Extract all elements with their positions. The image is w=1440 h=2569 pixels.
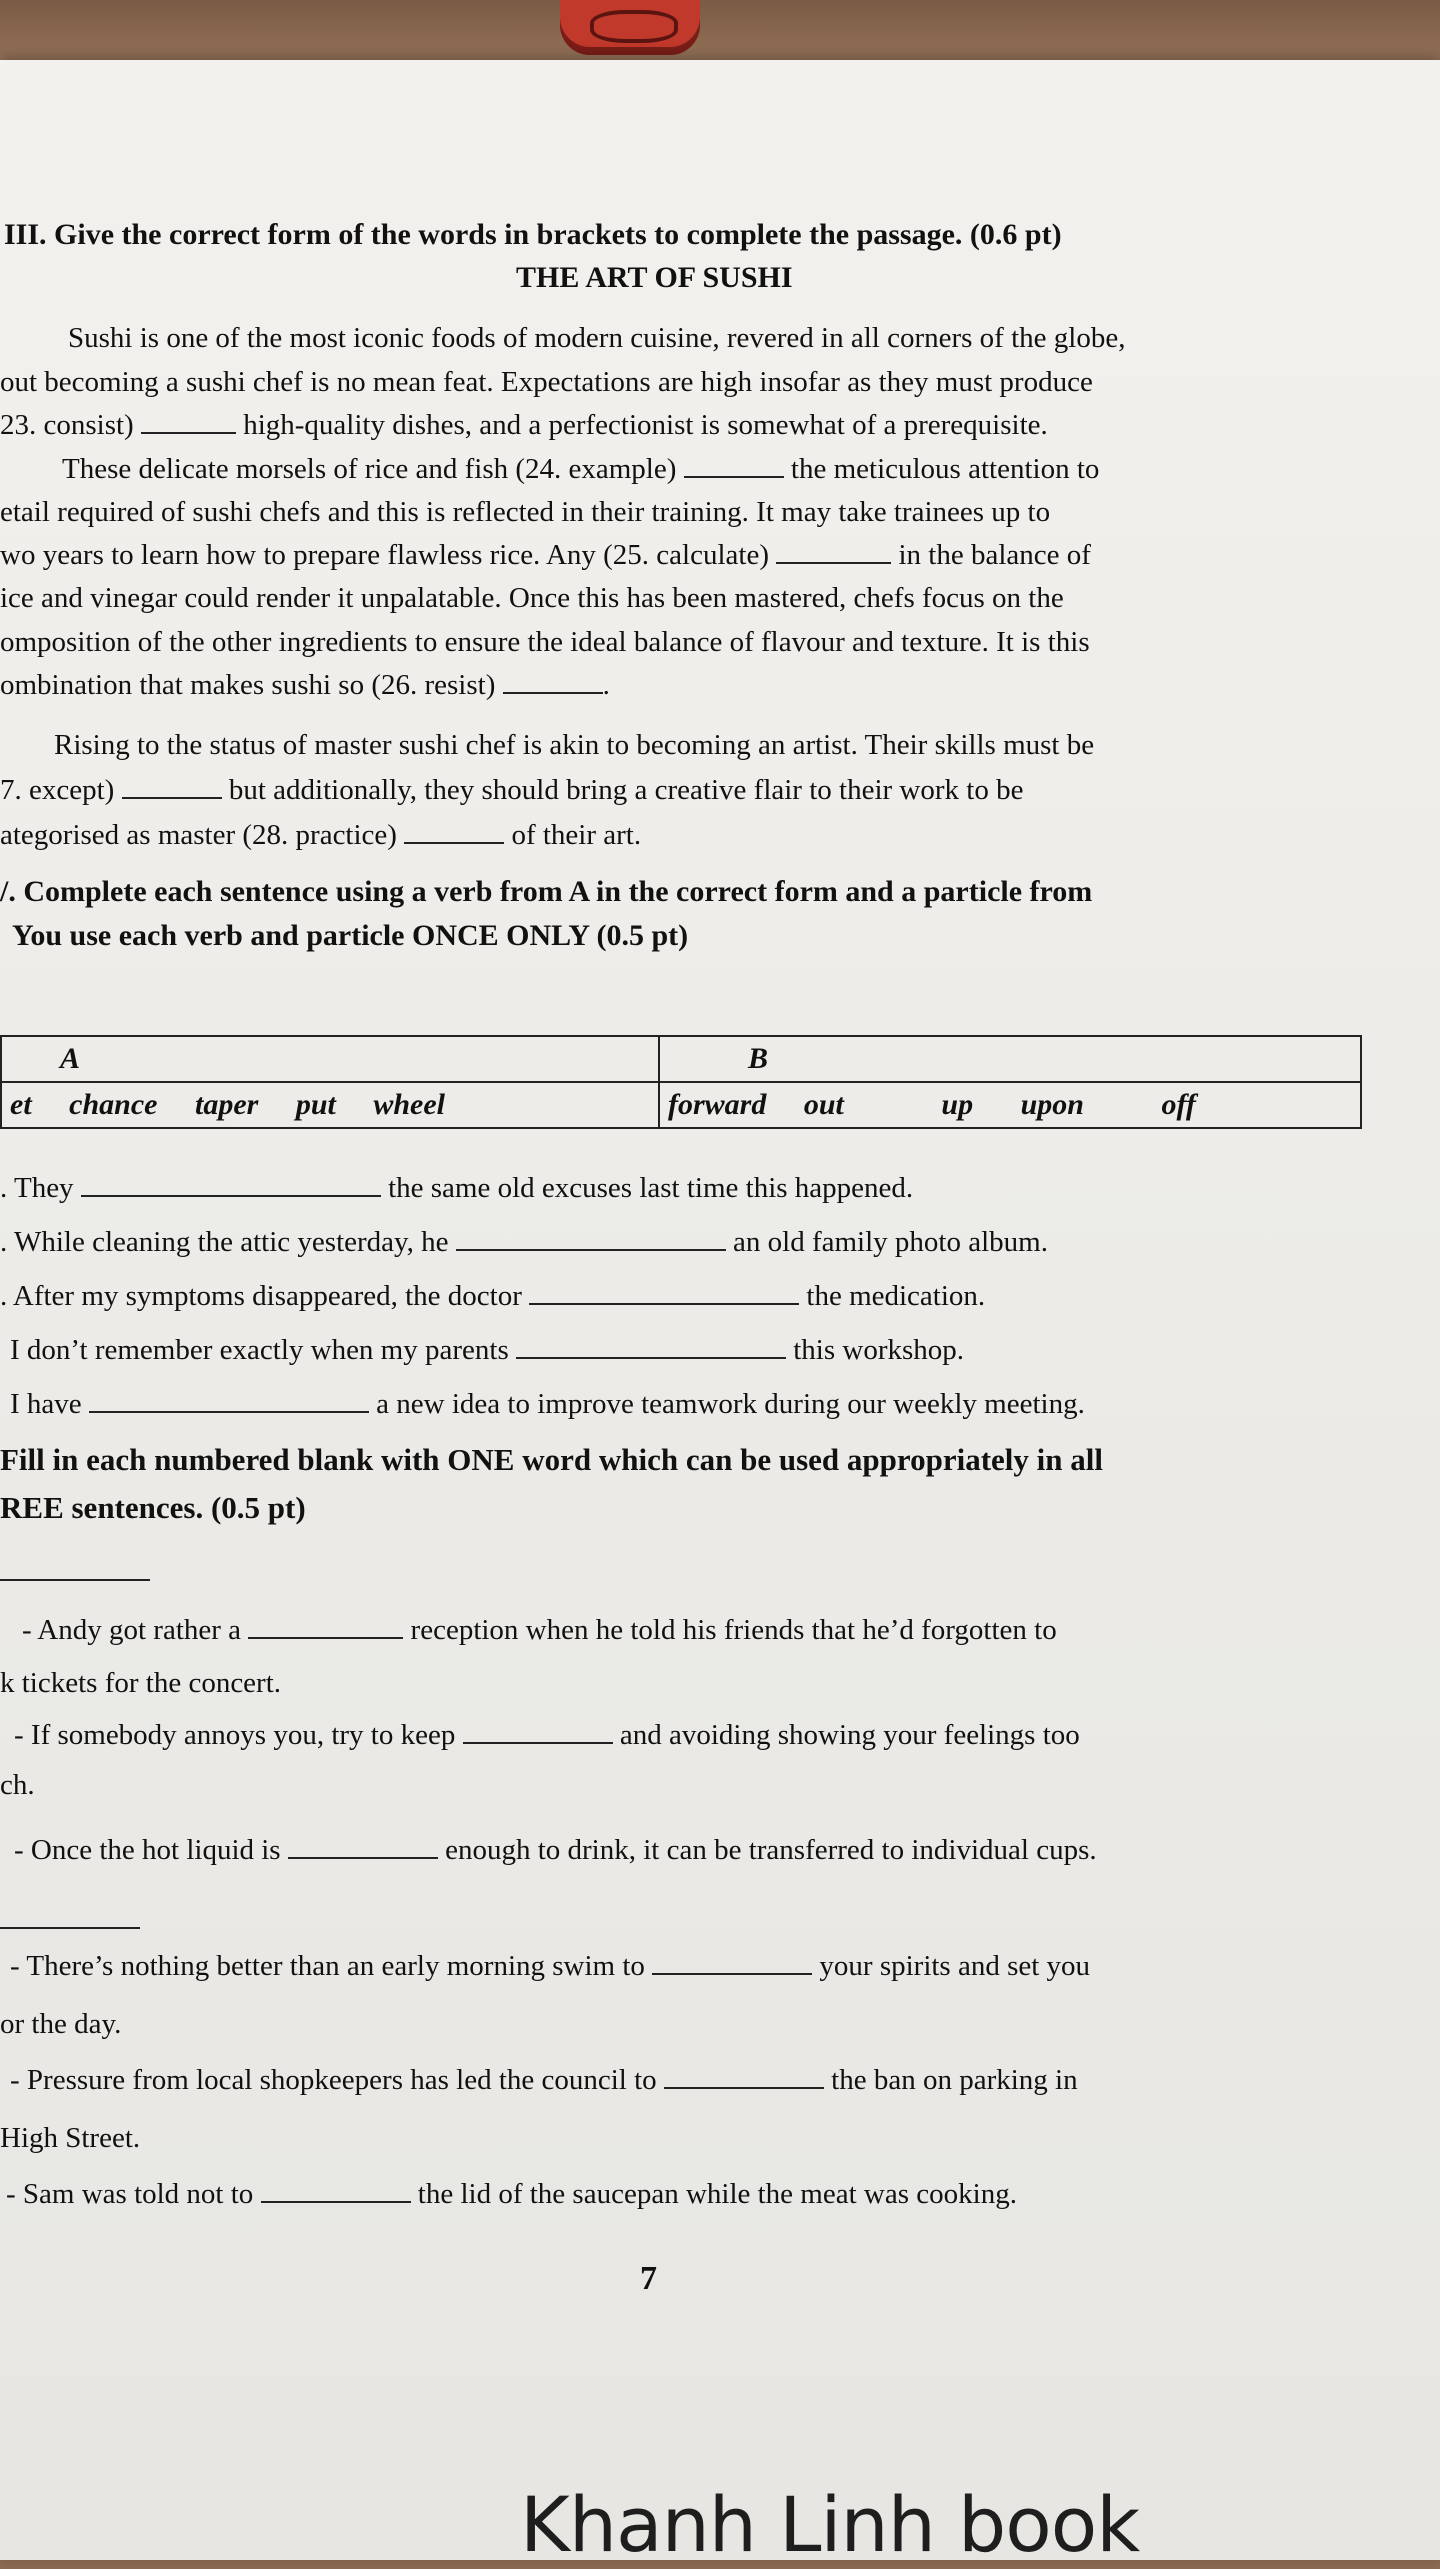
item-1-sentence-c: - Once the hot liquid is enough to drink, it can be transferred to individual cups. <box>14 1830 1097 1870</box>
worksheet-page <box>0 60 1440 2569</box>
sentence-2: . While cleaning the attic yesterday, he an old family photo album. <box>0 1222 1048 1262</box>
verb-list <box>1 1082 659 1128</box>
section-4-heading: /. Complete each sentence using a verb from A in the correct form and a particle from <box>0 875 1093 908</box>
question-25-label: wo years to learn how to prepare flawless rice. Any (25. calculate) <box>0 539 769 571</box>
item-1-sentence-a-cont: k tickets for the concert. <box>0 1667 282 1699</box>
answer-blank[interactable] <box>89 1385 369 1413</box>
item-answer-line <box>0 1552 150 1592</box>
verb-item: taper <box>194 1088 259 1121</box>
section-3-heading: III. Give the correct form of the words in brackets to complete the passage. (0.6 pt) <box>4 218 1062 251</box>
item-2-sentence-a-cont: or the day. <box>0 2008 122 2040</box>
answer-blank[interactable] <box>288 1831 438 1859</box>
section-4-subheading: You use each verb and particle ONCE ONLY (0.5 pt) <box>12 919 689 952</box>
answer-blank[interactable] <box>516 1331 786 1359</box>
question-23-label: 23. consist) <box>0 409 134 441</box>
answer-blank-item-2[interactable] <box>0 1901 140 1929</box>
sentence-1: . They the same old excuses last time this happened. <box>0 1168 913 1208</box>
passage-line: etail required of sushi chefs and this is reflected in their training. It may take trainees up to <box>0 496 1051 528</box>
section-5-heading: Fill in each numbered blank with ONE word which can be used appropriately in all <box>0 1442 1103 1477</box>
answer-blank-23[interactable] <box>141 406 236 434</box>
passage-line: ice and vinegar could render it unpalatable. Once this has been mastered, chefs focus on the <box>0 582 1064 614</box>
passage-line-q23 <box>0 405 1048 445</box>
publisher-logo: Khanh Linh book <box>520 2480 1140 2569</box>
passage-text: in the balance of <box>898 539 1091 571</box>
passage-line-q26: ombination that makes sushi so (26. resist) . <box>0 665 610 705</box>
passage-title: THE ART OF SUSHI <box>516 261 793 294</box>
answer-blank[interactable] <box>463 1716 613 1744</box>
verb-item: et <box>10 1088 32 1121</box>
sentence-3: . After my symptoms disappeared, the doctor the medication. <box>0 1276 985 1316</box>
particle-item: up <box>941 1088 974 1121</box>
particle-item: forward <box>668 1088 767 1121</box>
passage-text: the meticulous attention to <box>790 453 1100 485</box>
item-2-sentence-a: - There’s nothing better than an early morning swim to your spirits and set you <box>10 1946 1090 1986</box>
passage-text: high-quality dishes, and a perfectionist is somewhat of a prerequisite. <box>243 409 1048 441</box>
particle-item: upon <box>1020 1088 1084 1121</box>
passage-line: Sushi is one of the most iconic foods of modern cuisine, revered in all corners of the globe, <box>68 322 1126 354</box>
item-2-sentence-c: - Sam was told not to the lid of the saucepan while the meat was cooking. <box>6 2174 1017 2214</box>
answer-blank[interactable] <box>529 1277 799 1305</box>
answer-blank-28[interactable] <box>404 816 504 844</box>
page-number: 7 <box>640 2260 657 2297</box>
passage-line: omposition of the other ingredients to ensure the ideal balance of flavour and texture. It is this <box>0 626 1090 658</box>
answer-blank-item-1[interactable] <box>0 1553 150 1581</box>
sentence-4: I don’t remember exactly when my parents this workshop. <box>10 1330 964 1370</box>
sentence-5: I have a new idea to improve teamwork during our weekly meeting. <box>10 1384 1085 1424</box>
question-27-label: 7. except) <box>0 774 115 806</box>
answer-blank[interactable] <box>248 1611 403 1639</box>
question-26-label: ombination that makes sushi so (26. resist) <box>0 669 496 701</box>
answer-blank-25[interactable] <box>776 536 891 564</box>
passage-line-q24 <box>62 449 1099 489</box>
passage-line-q25 <box>0 535 1091 575</box>
passage-line: out becoming a sushi chef is no mean feat. Expectations are high insofar as they must produce <box>0 366 1093 398</box>
item-2-sentence-b: - Pressure from local shopkeepers has led the council to the ban on parking in <box>10 2060 1078 2100</box>
verb-item: put <box>295 1088 336 1121</box>
passage-text: of their art. <box>511 819 642 851</box>
answer-blank-24[interactable] <box>684 450 784 478</box>
item-1-sentence-b-cont: ch. <box>0 1769 35 1801</box>
particle-item: out <box>803 1088 844 1121</box>
passage-line-q28 <box>0 815 641 855</box>
answer-blank-26[interactable] <box>503 666 603 694</box>
item-1-sentence-a: - Andy got rather a reception when he told his friends that he’d forgotten to <box>22 1610 1057 1650</box>
particle-item: off <box>1161 1088 1196 1121</box>
section-5-subheading: REE sentences. (0.5 pt) <box>0 1490 306 1525</box>
item-answer-line <box>0 1900 140 1940</box>
passage-text: but additionally, they should bring a creative flair to their work to be <box>228 774 1024 806</box>
decorative-object <box>560 0 700 55</box>
passage-line-q27 <box>0 770 1023 810</box>
answer-blank[interactable] <box>456 1223 726 1251</box>
question-24-label: These delicate morsels of rice and fish (24. example) <box>62 453 677 485</box>
column-a-header: A <box>1 1036 659 1082</box>
question-28-label: ategorised as master (28. practice) <box>0 819 397 851</box>
answer-blank[interactable] <box>652 1947 812 1975</box>
item-1-sentence-b: - If somebody annoys you, try to keep and avoiding showing your feelings too <box>14 1715 1080 1755</box>
particle-list <box>659 1082 1361 1128</box>
column-b-header: B <box>659 1036 1361 1082</box>
word-table <box>0 1035 1362 1129</box>
passage-line: Rising to the status of master sushi chef is akin to becoming an artist. Their skills must be <box>54 729 1095 761</box>
verb-item: wheel <box>373 1088 446 1121</box>
answer-blank[interactable] <box>664 2061 824 2089</box>
verb-item: chance <box>69 1088 158 1121</box>
answer-blank-27[interactable] <box>122 771 222 799</box>
answer-blank[interactable] <box>261 2175 411 2203</box>
answer-blank[interactable] <box>81 1169 381 1197</box>
item-2-sentence-b-cont: High Street. <box>0 2122 141 2154</box>
